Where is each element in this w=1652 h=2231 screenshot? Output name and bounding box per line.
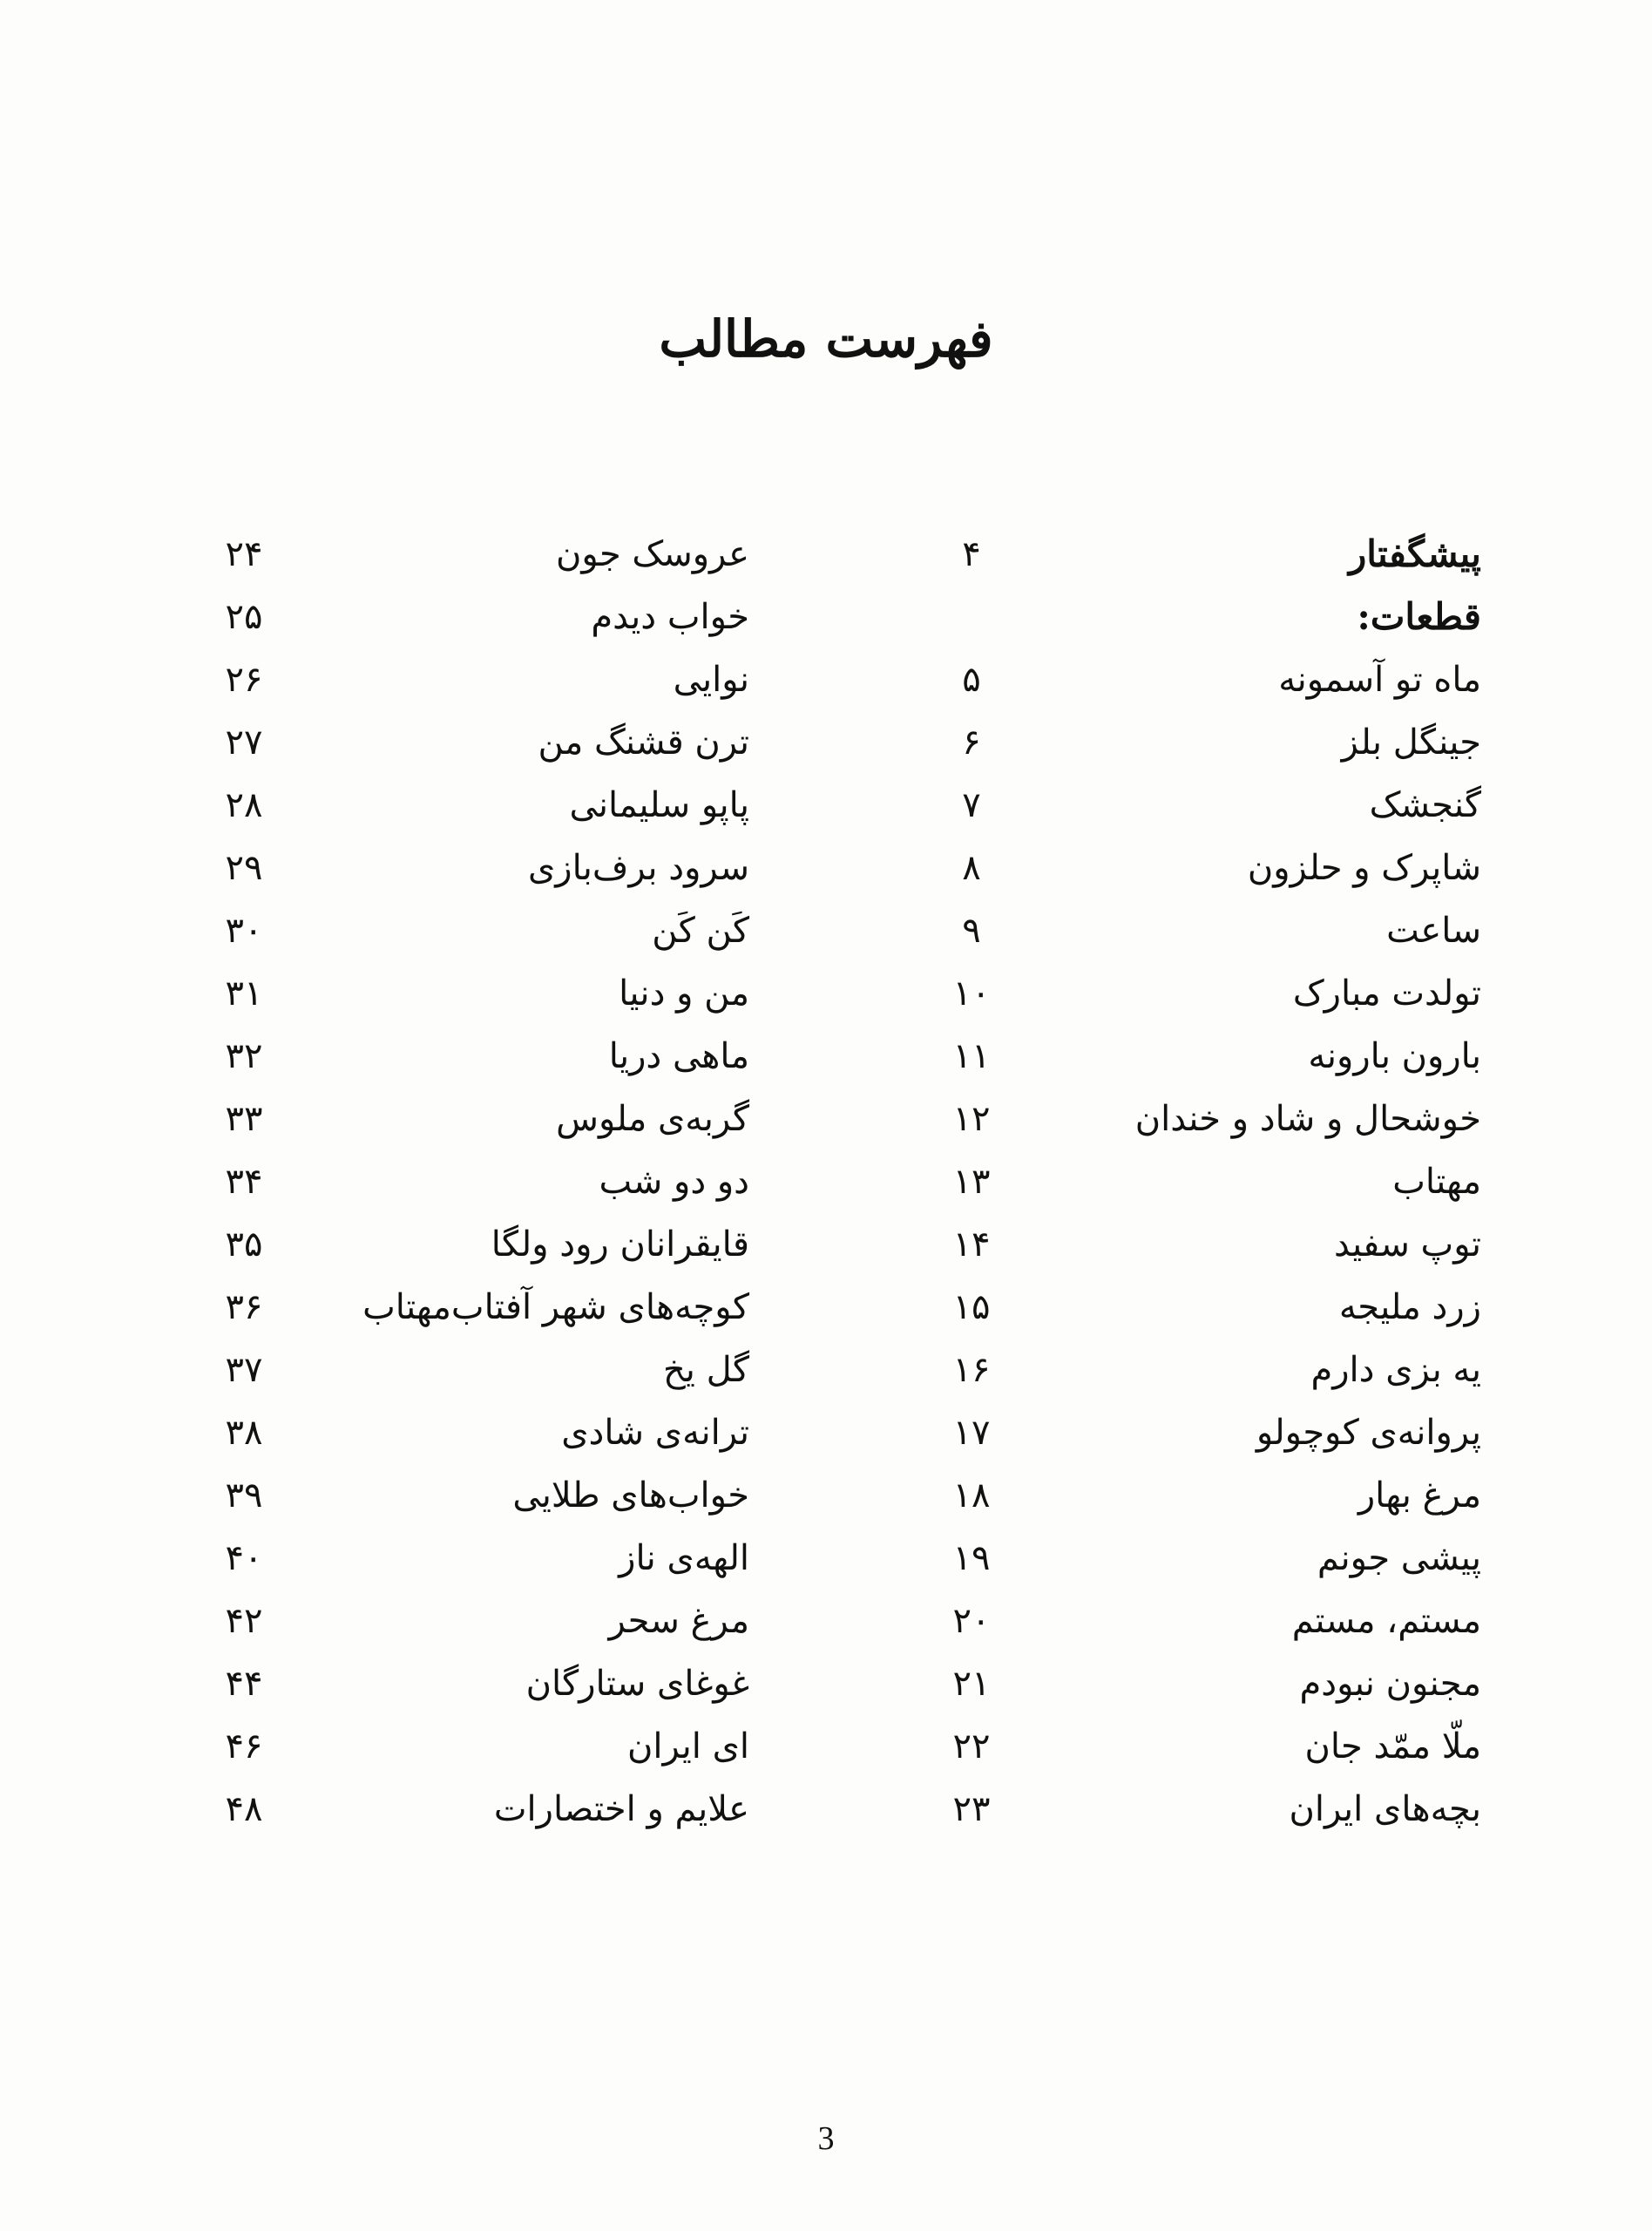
toc-entry-page-number: ۲۲: [952, 1726, 991, 1766]
toc-entry-page-number: ۲۱: [952, 1664, 991, 1704]
toc-entry-title: غوغای ستارگان: [525, 1664, 749, 1704]
toc-entry-title: پیشی جونم: [1317, 1538, 1481, 1578]
toc-entry-title: خواب‌های طلایی: [512, 1475, 749, 1516]
toc-entry-page-number: ۱۶: [952, 1350, 991, 1390]
toc-entry: [209, 1464, 749, 1527]
toc-entry: [924, 1150, 1481, 1213]
toc-entry-title: یه بزی دارم: [1310, 1350, 1481, 1390]
toc-entry: [209, 1150, 749, 1213]
toc-entry: [924, 1464, 1481, 1527]
toc-entry: [924, 837, 1481, 899]
toc-entry-page-number: ۲۴: [225, 534, 263, 574]
toc-entry: [924, 1276, 1481, 1339]
toc-entry-title: ماه تو آسمونه: [1278, 660, 1481, 700]
toc-entry: [209, 1527, 749, 1590]
toc-entry: [209, 1276, 749, 1339]
toc-entry: [209, 1401, 749, 1464]
toc-entry-page-number: ۳۵: [225, 1224, 263, 1265]
toc-entry-page-number: ۳۸: [225, 1413, 263, 1453]
toc-entry-title: مرغ سحر: [608, 1601, 749, 1641]
toc-entry: [924, 962, 1481, 1025]
toc-left-column: [209, 523, 749, 1841]
toc-entry-page-number: ۱۷: [952, 1413, 991, 1453]
toc-entry-title: الهه‌ی ناز: [619, 1538, 749, 1578]
toc-entry: [209, 1088, 749, 1150]
toc-entry-page-number: ۱۹: [952, 1538, 991, 1578]
toc-entry: [924, 586, 1481, 648]
toc-entry: [924, 1401, 1481, 1464]
toc-entry: [209, 1025, 749, 1088]
toc-entry-title: بارون بارونه: [1308, 1036, 1481, 1076]
toc-entry: [924, 1590, 1481, 1652]
toc-entry-title: مرغ بهار: [1357, 1475, 1481, 1516]
toc-entry: [924, 1715, 1481, 1778]
toc-entry-page-number: ۱۰: [952, 973, 991, 1014]
toc-entry: [209, 837, 749, 899]
toc-entry: [924, 1339, 1481, 1401]
toc-entry: [924, 899, 1481, 962]
toc-entry-title: ترانه‌ی شادی: [561, 1413, 749, 1453]
toc-entry-title: گل یخ: [662, 1350, 749, 1390]
toc-entry-title: ملّا ممّد جان: [1304, 1726, 1481, 1766]
toc-entry: [209, 711, 749, 774]
toc-entry-page-number: ۲۸: [225, 785, 263, 825]
toc-entry-page-number: ۲۷: [225, 722, 263, 763]
toc-entry: [924, 1025, 1481, 1088]
toc-entry-page-number: ۴: [962, 534, 981, 574]
toc-entry-title: کوچه‌های شهر آفتاب‌مهتاب: [362, 1287, 749, 1327]
toc-entry-title: سرود برف‌بازی: [527, 848, 749, 888]
toc-entry-page-number: ۴۶: [225, 1726, 263, 1766]
toc-entry: [924, 711, 1481, 774]
toc-entry-title: علایم و اختصارات: [493, 1789, 749, 1829]
toc-entry-title: عروسک جون: [555, 534, 749, 574]
toc-entry-title: زرد ملیجه: [1338, 1287, 1481, 1327]
toc-entry: [924, 1652, 1481, 1715]
toc-entry-page-number: ۳۴: [225, 1162, 263, 1202]
toc-entry: [924, 1527, 1481, 1590]
toc-entry-page-number: ۳۶: [225, 1287, 263, 1327]
toc-entry-title: مستم، مستم: [1291, 1601, 1481, 1641]
toc-entry-title: مهتاب: [1392, 1162, 1481, 1202]
toc-entry-title: شاپرک و حلزون: [1247, 848, 1481, 888]
toc-right-column: [924, 523, 1481, 1841]
page-title: فهرست مطالب: [659, 309, 993, 369]
toc-entry: [209, 899, 749, 962]
toc-entry-title: بچه‌های ایران: [1289, 1789, 1481, 1829]
toc-entry-title: پاپو سلیمانی: [569, 785, 749, 825]
toc-entry-title: مجنون نبودم: [1299, 1664, 1481, 1704]
toc-entry-page-number: ۱۲: [952, 1099, 991, 1139]
toc-entry: [209, 648, 749, 711]
toc-entry-title: ماهی دریا: [608, 1036, 749, 1076]
toc-entry-page-number: ۲۵: [225, 597, 263, 637]
toc-entry-page-number: ۳۰: [225, 911, 263, 951]
toc-entry-title: خواب دیدم: [591, 597, 749, 637]
toc-entry-page-number: ۲۳: [952, 1789, 991, 1829]
toc-entry-title: خوشحال و شاد و خندان: [1134, 1099, 1481, 1139]
toc-entry: [209, 1590, 749, 1652]
toc-entry-title: توپ سفید: [1334, 1224, 1481, 1265]
toc-entry-page-number: ۱۴: [952, 1224, 991, 1265]
toc-entry-title: دو دو شب: [599, 1162, 749, 1202]
toc-entry-title: گنجشک: [1369, 785, 1481, 825]
toc-entry: [209, 1778, 749, 1841]
toc-entry: [209, 586, 749, 648]
toc-entry: [924, 648, 1481, 711]
toc-entry-page-number: ۳۷: [225, 1350, 263, 1390]
toc-entry-title: ترن قشنگ من: [538, 722, 749, 763]
toc-entry-title: جینگل بلز: [1341, 722, 1481, 763]
toc-entry-page-number: ۱۳: [952, 1162, 991, 1202]
toc-entry-page-number: ۲۹: [225, 848, 263, 888]
toc-entry-title: پروانه‌ی کوچولو: [1256, 1413, 1481, 1453]
toc-entry-title: تولدت مبارک: [1292, 973, 1481, 1014]
toc-entry: [924, 1778, 1481, 1841]
toc-entry-page-number: ۴۸: [225, 1789, 263, 1829]
toc-entry: [209, 1339, 749, 1401]
toc-entry: [924, 1088, 1481, 1150]
toc-entry: [209, 523, 749, 586]
toc-entry-page-number: ۱۸: [952, 1475, 991, 1516]
toc-entry: [209, 774, 749, 837]
toc-entry-page-number: ۹: [962, 911, 981, 951]
toc-entry-page-number: ۴۴: [225, 1664, 263, 1704]
toc-entry: [209, 962, 749, 1025]
toc-entry: [209, 1213, 749, 1276]
toc-entry: [924, 1213, 1481, 1276]
toc-entry-page-number: ۱۱: [952, 1036, 991, 1076]
toc-entry-page-number: ۴۲: [225, 1601, 263, 1641]
toc-entry: [924, 523, 1481, 586]
toc-entry-page-number: ۱۵: [952, 1287, 991, 1327]
toc-entry: [209, 1652, 749, 1715]
toc-entry-title: ساعت: [1386, 911, 1481, 951]
toc-entry-page-number: ۶: [962, 722, 981, 763]
toc-entry-page-number: ۳۹: [225, 1475, 263, 1516]
toc-entry-page-number: ۴۰: [225, 1538, 263, 1578]
toc-entry-page-number: ۲۶: [225, 660, 263, 700]
toc-entry-page-number: ۷: [962, 785, 981, 825]
toc-entry-page-number: ۳۳: [225, 1099, 263, 1139]
toc-entry-page-number: ۵: [962, 660, 981, 700]
toc-entry-title: نوایی: [673, 660, 749, 700]
toc-entry-page-number: ۳۲: [225, 1036, 263, 1076]
toc-entry-page-number: ۳۱: [225, 973, 263, 1014]
toc-entry-title: قایقرانان رود ولگا: [491, 1224, 749, 1265]
toc-entry-title: ای ایران: [627, 1726, 749, 1766]
toc-entry-title: گربه‌ی ملوس: [556, 1099, 749, 1139]
toc-entry-title: پیشگفتار: [1348, 532, 1481, 575]
toc-entry: [209, 1715, 749, 1778]
toc-entry-page-number: ۸: [962, 848, 981, 888]
toc-entry-page-number: ۲۰: [952, 1601, 991, 1641]
toc-entry-title: قطعات:: [1357, 595, 1481, 638]
toc-entry: [924, 774, 1481, 837]
toc-entry-title: من و دنیا: [619, 973, 749, 1014]
page-number: 3: [817, 2120, 835, 2157]
toc-entry-title: کَن کَن: [652, 911, 749, 951]
